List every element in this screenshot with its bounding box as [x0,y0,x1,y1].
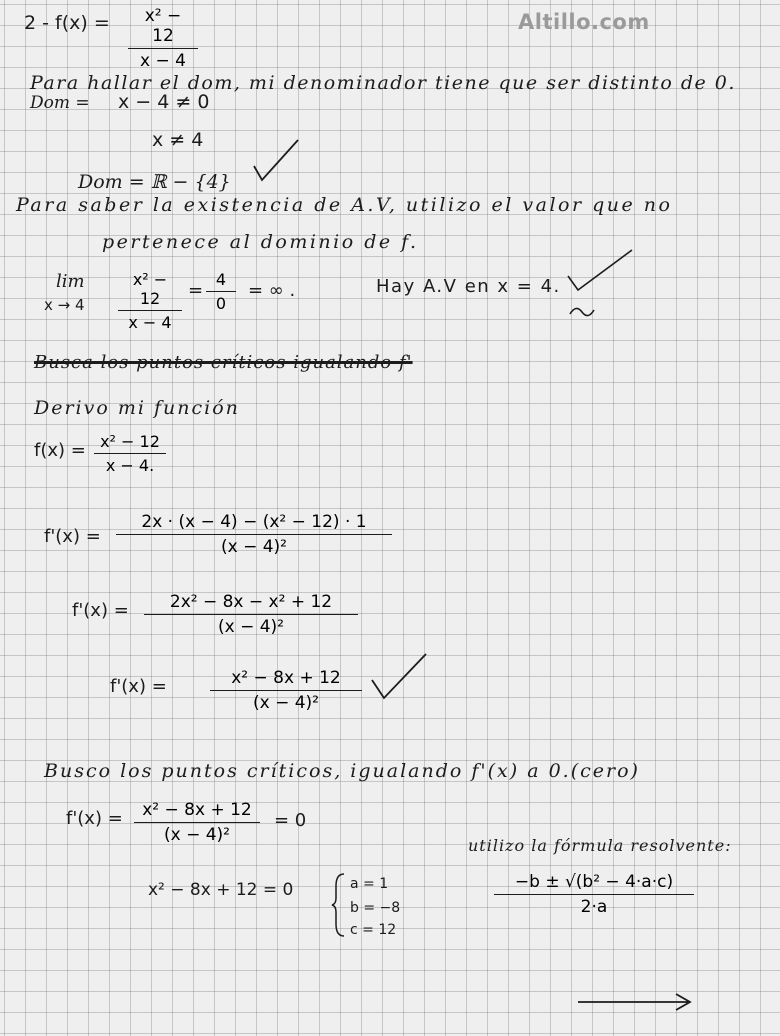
derivative-step-1-fraction [116,512,392,557]
fraction-bar [210,690,362,691]
fraction-denominator: (x − 4)² [252,693,319,713]
domain-intro-text: Para hallar el dom, mi denominador tiene que ser distinto de 0. [30,72,736,94]
equation-rhs: = 0 [274,810,307,831]
checkmark-icon [252,136,302,186]
coefficient-c: c = 12 [350,922,397,938]
derivative-step-2-fraction [144,592,358,637]
fraction-denominator: (x − 4)² [163,825,230,845]
equation-label: f'(x) = [66,808,123,829]
quadratic-equation: x² − 8x + 12 = 0 [148,880,294,900]
fraction-denominator: 0 [215,294,227,313]
asymptote-intro-line-2: pertenece al dominio de f. [102,231,419,253]
watermark-logo: Altillo.com [518,10,650,34]
fraction-numerator: −b ± √(b² − 4·a·c) [514,872,674,892]
asymptote-conclusion: Hay A.V en x = 4. [376,276,561,297]
checkmark-icon [566,248,636,324]
quadratic-formula [494,872,694,917]
fraction-numerator: 2x · (x − 4) − (x² − 12) · 1 [141,512,367,532]
fraction-bar [144,614,358,615]
domain-condition-1: x − 4 ≠ 0 [118,91,210,113]
limit-value-fraction [206,270,236,313]
crossed-out-text: Busca los puntos críticos igualando f' [34,352,413,373]
fraction-denominator: 2·a [580,897,608,917]
domain-label: Dom = [30,93,90,113]
fraction-numerator: 4 [215,270,227,289]
limit-result: = ∞ . [248,280,296,301]
derivative-step-2-label: f'(x) = [72,600,129,621]
fraction-bar [494,894,694,895]
coefficient-b: b = −8 [350,900,401,916]
fraction-bar [94,453,166,454]
fraction-numerator: x² − 12 [132,270,168,308]
limit-fraction [118,270,182,332]
coefficient-a: a = 1 [350,876,389,892]
equation-fraction [134,800,260,845]
domain-result: Dom = ℝ − {4} [78,171,231,193]
limit-equals: = [188,280,204,301]
critical-points-heading: Busco los puntos críticos, igualando f'(x) a 0.(cero) [44,760,640,782]
arrow-right-icon [576,990,696,1014]
formula-intro: utilizo la fórmula resolvente: [468,836,732,855]
fraction-denominator: (x − 4)² [217,617,284,637]
fraction-bar [116,534,392,535]
derivative-step-3-fraction [210,668,362,713]
exercise-title-fraction [128,6,198,71]
fraction-denominator: x − 4 [128,313,172,332]
function-fraction [94,432,166,475]
limit-subscript: x → 4 [44,296,85,314]
checkmark-icon [370,652,430,702]
fraction-bar [128,48,198,49]
fraction-denominator: x − 4. [105,456,155,475]
fraction-numerator: 2x² − 8x − x² + 12 [169,592,333,612]
fraction-numerator: x² − 12 [100,432,160,451]
fraction-numerator: x² − 8x + 12 [231,668,341,688]
fraction-denominator: (x − 4)² [220,537,287,557]
asymptote-intro-line-1: Para saber la existencia de A.V, utilizo el valor que no [16,194,673,216]
fraction-denominator: x − 4 [140,51,186,71]
function-label: f(x) = [34,440,86,461]
fraction-numerator: x² − 12 [144,6,182,46]
limit-word: lim [56,271,85,292]
domain-condition-2: x ≠ 4 [152,129,204,151]
exercise-title-prefix: 2 - f(x) = [24,12,110,34]
brace-icon [332,872,346,938]
fraction-bar [118,310,182,311]
fraction-bar [134,822,260,823]
derivative-step-3-label: f'(x) = [110,676,167,697]
fraction-bar [206,291,236,292]
fraction-numerator: x² − 8x + 12 [142,800,252,820]
derivative-heading: Derivo mi función [34,397,240,419]
derivative-step-1-label: f'(x) = [44,526,101,547]
